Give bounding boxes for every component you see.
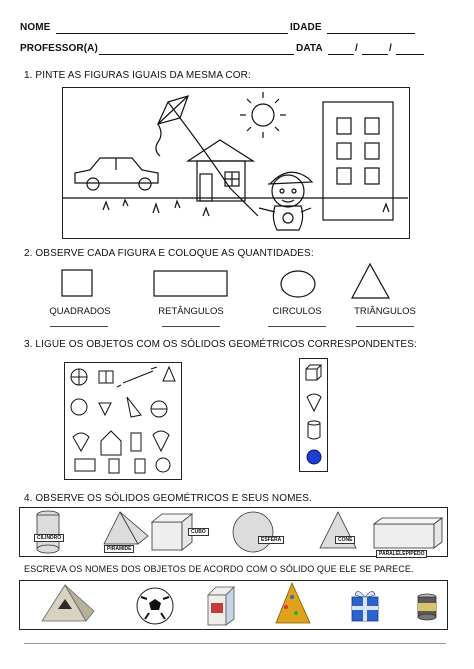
answer-circulos[interactable] — [268, 326, 326, 327]
rectangle-icon — [154, 271, 227, 296]
carton-icon — [109, 459, 119, 473]
shapes-row — [0, 262, 474, 304]
building-icon — [323, 102, 393, 220]
house-icon — [188, 140, 253, 201]
date-month-field[interactable] — [362, 54, 388, 55]
solid-tag-cilindro: CILINDRO — [34, 534, 64, 542]
solid-tag-cubo: CUBO — [188, 528, 209, 536]
cube-icon — [306, 365, 321, 380]
ice-cream-icon — [73, 433, 89, 451]
circle-icon — [281, 271, 315, 297]
pyramid-icon — [42, 585, 94, 621]
party-hat-icon — [276, 583, 310, 623]
sun-icon — [240, 92, 286, 138]
nome-label: NOME — [20, 22, 51, 33]
idade-field[interactable] — [327, 33, 415, 34]
shape-label-retangulos: RETÂNGULOS — [158, 306, 224, 317]
box-icon — [75, 459, 95, 471]
q2-instruction: 2. OBSERVE CADA FIGURA E COLOQUE AS QUANTIDADES: — [24, 248, 314, 259]
idade-label: IDADE — [290, 22, 322, 33]
q5-instruction: ESCREVA OS NOMES DOS OBJETOS DE ACORDO COM O SÓLIDO QUE ELE SE PARECE. — [24, 564, 414, 574]
objects-drawing — [65, 363, 181, 479]
cylinder-icon — [308, 421, 320, 439]
ball-icon — [71, 399, 87, 415]
cylinder-object-icon — [135, 459, 145, 473]
shape-label-circulos: CIRCULOS — [272, 306, 322, 317]
shape-label-triangulos: TRIÂNGULOS — [354, 306, 416, 317]
triangle-icon — [352, 264, 389, 298]
solids-column-drawing — [300, 359, 327, 471]
car-icon — [75, 158, 158, 190]
tin-can-icon — [418, 594, 436, 620]
coloring-scene[interactable] — [62, 87, 410, 239]
rolling-pin-icon — [117, 367, 157, 387]
solid-tag-piramide: PIRÂMIDE — [104, 545, 134, 553]
answer-quadrados[interactable] — [50, 326, 108, 327]
nome-field[interactable] — [56, 33, 288, 34]
soccer-ball-icon — [137, 588, 173, 624]
can-icon — [131, 433, 141, 451]
data-label: DATA — [296, 43, 323, 54]
cone-icon — [307, 394, 321, 411]
solid-tag-esfera: ESFERA — [258, 536, 284, 544]
cone-cup-icon — [153, 431, 169, 451]
boy-icon — [259, 172, 312, 230]
solids-column[interactable] — [299, 358, 328, 472]
milk-carton-icon — [208, 587, 234, 625]
answer-retangulos[interactable] — [162, 326, 220, 327]
date-year-field[interactable] — [396, 54, 424, 55]
orange-icon — [156, 458, 170, 472]
date-slash-1: / — [355, 43, 358, 54]
house-object-icon — [101, 431, 121, 455]
footer-rule — [24, 643, 446, 644]
date-day-field[interactable] — [328, 54, 354, 55]
gift-box-icon — [352, 591, 378, 621]
square-icon — [62, 270, 92, 296]
q3-instruction: 3. LIGUE OS OBJETOS COM OS SÓLIDOS GEOMÉTRICOS CORRESPONDENTES: — [24, 339, 417, 350]
shape-label-quadrados: QUADRADOS — [49, 306, 111, 317]
objects-strip — [19, 580, 448, 630]
solid-tag-cone: CONE — [335, 536, 355, 544]
pencil-icon — [127, 397, 141, 417]
coloring-scene-drawing — [63, 88, 408, 237]
objects-strip-drawing — [20, 581, 447, 629]
funnel-icon — [99, 403, 111, 415]
professor-label: PROFESSOR(A) — [20, 43, 98, 54]
solids-strip-drawing — [20, 508, 447, 556]
date-slash-2: / — [389, 43, 392, 54]
answer-triangulos[interactable] — [356, 326, 414, 327]
q1-instruction: 1. PINTE AS FIGURAS IGUAIS DA MESMA COR: — [24, 70, 251, 81]
sphere-icon — [307, 450, 321, 464]
q4-instruction: 4. OBSERVE OS SÓLIDOS GEOMÉTRICOS E SEUS NOMES. — [24, 493, 312, 504]
party-hat-icon — [163, 367, 175, 381]
objects-box[interactable] — [64, 362, 182, 480]
solids-strip — [19, 507, 448, 557]
professor-field[interactable] — [99, 54, 294, 55]
solid-tag-paralelepipedo: PARALELEPÍPEDO — [376, 550, 427, 558]
